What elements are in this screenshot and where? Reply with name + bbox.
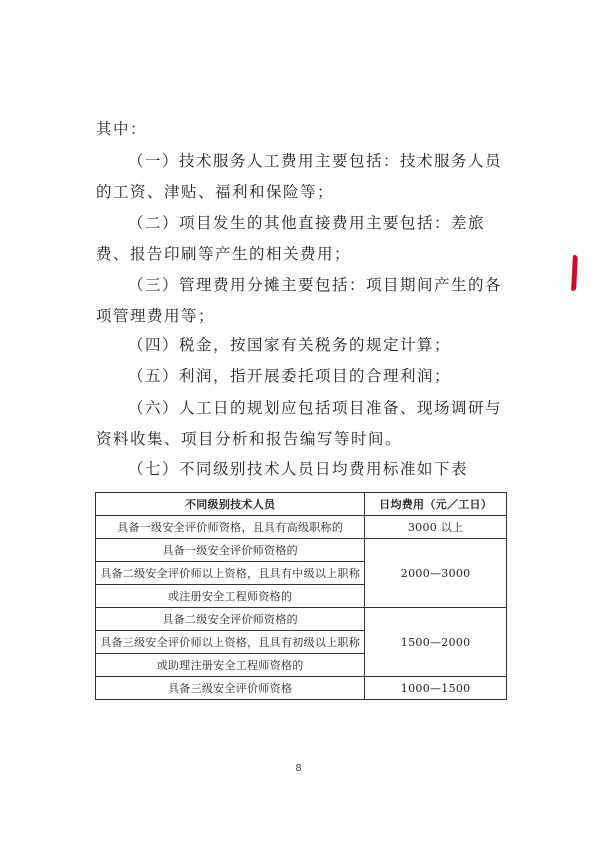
level-cell: 具备二级安全评价师资格的 — [96, 608, 365, 631]
page-number: 8 — [295, 763, 302, 774]
level-cell: 具备一级安全评价师资格，且具有高级职称的 — [96, 516, 365, 539]
level-cell: 或注册安全工程师资格的 — [96, 585, 365, 608]
item-7: （七）不同级别技术人员日均费用标准如下表 — [128, 460, 469, 478]
table-row — [96, 516, 507, 539]
header-fee: 日均费用（元／工日） — [365, 493, 507, 516]
intro-text: 其中： — [96, 120, 148, 138]
table-row — [96, 608, 507, 631]
table-row — [96, 677, 507, 700]
fee-standard-table — [95, 492, 507, 700]
item-2: （二）项目发生的其他直接费用主要包括：差旅费、报告印刷等产生的相关费用； — [96, 214, 486, 263]
level-cell: 或助理注册安全工程师资格的 — [96, 654, 365, 677]
header-level: 不同级别技术人员 — [96, 493, 365, 516]
item-1: （一）技术服务人工费用主要包括：技术服务人员的工资、津贴、福利和保险等； — [96, 152, 503, 201]
item-5: （五）利润，指开展委托项目的合理利润； — [128, 367, 452, 385]
item-6: （六）人工日的规划应包括项目准备、现场调研与资料收集、项目分析和报告编写等时间。 — [96, 399, 503, 448]
fee-cell: 3000 以上 — [365, 516, 507, 539]
level-cell: 具备一级安全评价师资格的 — [96, 539, 365, 562]
fee-cell: 1000—1500 — [365, 677, 507, 700]
level-cell: 具备三级安全评价师以上资格，且具有初级以上职称 — [96, 631, 365, 654]
item-3: （三）管理费用分摊主要包括：项目期间产生的各项管理费用等； — [96, 276, 503, 325]
fee-cell: 2000—3000 — [365, 539, 507, 608]
level-cell: 具备三级安全评价师资格 — [96, 677, 365, 700]
fee-cell: 1500—2000 — [365, 608, 507, 677]
item-4: （四）税金，按国家有关税务的规定计算； — [128, 336, 452, 354]
level-cell: 具备二级安全评价师以上资格，且具有中级以上职称 — [96, 562, 365, 585]
red-ink-mark — [571, 255, 578, 291]
table-header-row — [96, 493, 507, 516]
table-row — [96, 539, 507, 562]
